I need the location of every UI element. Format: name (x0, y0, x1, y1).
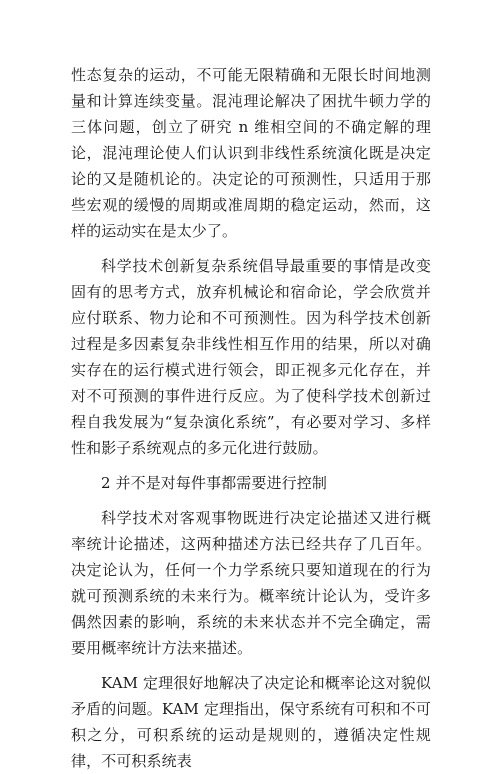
paragraph-4: KAM 定理很好地解决了决定论和概率论这对貌似矛盾的问题。KAM 定理指出，保守系统有可积和不可积之分，可积系统的运动是规则的，遵循决定性规律，不可积系统表 (71, 674, 431, 770)
section-heading: 2 并不是对每件事都需要进行控制 (101, 474, 327, 492)
paragraph-2: 科学技术创新复杂系统倡导最重要的事情是改变固有的思考方式，放弃机械论和宿命论，学会欣赏并应付联系、物力论和不可预测性。因为科学技术创新过程是多因素复杂非线性相互作用的结果，所以对确实存在的运行模式进行领会，即正视多元化存在，并对不可预测的事件进行反应。为了使科学技术创新过程自我发展为“复杂演化系统”，有必要对学习、多样性和影子系统观点的多元化进行鼓励。 (71, 257, 431, 457)
paragraph-3: 科学技术对客观事物既进行决定论描述又进行概率统计论描述，这两种描述方法已经共存了几百年。决定论认为，任何一个力学系统只要知道现在的行为就可预测系统的未来行为。概率统计论认为，受许多偶然因素的影响，系统的未来状态并不完全确定，需要用概率统计方法来描述。 (71, 509, 431, 657)
paragraph-1: 性态复杂的运动，不可能无限精确和无限长时间地测量和计算连续变量。混沌理论解决了困扰牛顿力学的三体问题，创立了研究 n 维相空间的不确定解的理论，混沌理论使人们认识到非线性系统演化既是决定论的又是随机论的。决定论的可预测性，只适用于那些宏观的缓慢的周期或准周期的稳定运动，然而，这样的运动实在是太少了。 (71, 66, 431, 240)
page-body (71, 62, 431, 774)
